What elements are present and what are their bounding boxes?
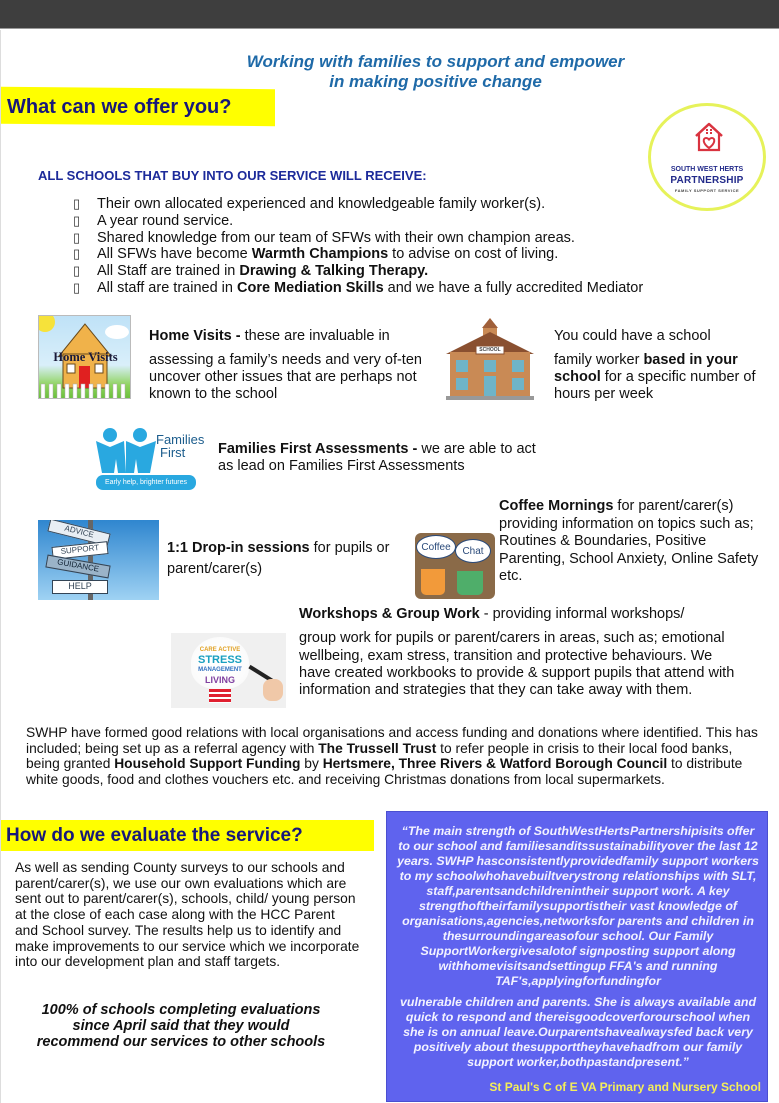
coffee-chat-image <box>415 533 495 599</box>
drop-in-text: 1:1 Drop-in sessions for pupils or parent/carer(s) <box>167 540 390 577</box>
house-heart-icon <box>692 120 726 154</box>
list-item: ▯ Shared knowledge from our team of SFWs with their own champion areas. <box>73 229 575 246</box>
list-item: ▯ Their own allocated experienced and knowledgeable family worker(s). <box>73 196 546 212</box>
evaluate-heading: How do we evaluate the service? <box>6 825 303 846</box>
evaluate-heading-banner <box>1 820 374 851</box>
school-based-text: You could have a school family worker based in your school for a specific number of hours per week <box>554 328 756 402</box>
workshops-text: Workshops & Group Work - providing informal workshops/ group work for pupils or parent/carers in areas, such as; emotional wellbeing, exam stress, transition and protective behaviours. We have created workbooks to provide & support pupils that attend with information and strategies that they can take away with them. <box>299 606 735 699</box>
receive-heading: ALL SCHOOLS THAT BUY INTO OUR SERVICE WILL RECEIVE: <box>38 168 427 183</box>
logo-line-2: PARTNERSHIP <box>670 175 744 186</box>
list-item: ▯ A year round service. <box>73 212 234 229</box>
lightbulb-word-cloud: CARE ACTIVE STRESS MANAGEMENT LIVING <box>191 637 249 689</box>
swhp-logo <box>648 103 766 211</box>
tagline-line-2: in making positive change <box>329 72 542 91</box>
school-sign-label: SCHOOL <box>479 347 501 353</box>
families-people-icon <box>96 427 156 473</box>
evaluate-statistic: 100% of schools completing evaluations since April said that they would recommend our services to other schools <box>36 1002 326 1050</box>
hand-icon <box>263 679 283 701</box>
evaluate-paragraph: As well as sending County surveys to our schools and parent/carer(s), we use our own evaluations which are sent out to parent/carer(s), schools, child/ young person at the close of each case along with the HCC Parent and School survey. The results help us to identify and make improvements to our service which we incorporate into our development plan and staff targets. <box>15 860 360 970</box>
sign-advice: ADVICE <box>47 520 110 546</box>
advice-signpost-image <box>38 520 159 600</box>
home-visits-image-label: Home Visits <box>53 350 118 364</box>
testimonial-source: St Paul's C of E VA Primary and Nursery School <box>489 1080 761 1094</box>
flyer-page <box>0 30 779 1103</box>
school-icon <box>442 318 538 400</box>
stress-management-image <box>171 633 286 708</box>
list-item: ▯ All staff are trained in Core Mediation Skills and we have a fully accredited Mediator <box>73 279 644 296</box>
bullet-marker-icon: ▯ <box>73 246 81 262</box>
chat-bubble: Chat <box>455 539 491 563</box>
bullet-marker-icon: ▯ <box>73 263 81 279</box>
list-item: ▯ All Staff are trained in Drawing & Talking Therapy. <box>73 263 429 280</box>
tagline <box>1 52 779 92</box>
home-visits-image <box>38 315 131 399</box>
orange-mug-icon <box>421 569 445 595</box>
offer-heading: What can we offer you? <box>7 95 232 118</box>
coffee-bubble: Coffee <box>416 535 456 559</box>
families-first-text: Families First Assessments - we are able to act as lead on Families First Assessments <box>218 441 536 474</box>
logo-line-1: SOUTH WEST HERTS <box>670 166 744 173</box>
list-item: ▯ All SFWs have become Warmth Champions to advise on cost of living. <box>73 246 559 263</box>
viewer-toolbar <box>0 0 779 29</box>
swhp-relations-paragraph: SWHP have formed good relations with local organisations and access funding and donations where identified. This has included; being set up as a referral agency with The Trussell Trust to refer people in crisis to their local food banks, being granted Household Support Funding by Hertsmere, Three Rivers & Watford Borough Council to distribute white goods, food and clothes vouchers etc. and receiving Christmas donations from local supermarkets. <box>26 725 758 787</box>
testimonial-box <box>386 811 768 1102</box>
bullet-marker-icon: ▯ <box>73 212 81 228</box>
logo-line-3: FAMILY SUPPORT SERVICE <box>674 188 740 193</box>
sign-help: HELP <box>52 580 108 594</box>
home-visits-text: Home Visits - these are invaluable in assessing a family’s needs and very of-ten uncover other issues that are perhaps not known to the school <box>149 328 422 402</box>
coffee-mornings-text: Coffee Mornings for parent/carer(s) providing information on topics such as; Routines & Boundaries, Positive Parenting, School Anxiety, Online Safety etc. <box>499 498 759 584</box>
testimonial-quote: “The main strength of SouthWestHertsPartnershipisits offer to our school and familiesanditssustainabilityover the last 12 years. SWHP hasconsistentlyprovidedfamily support workers to my schoolwhohavebuiltverystrong relationships with SLT, staff,parentsandchildrenintheir support work. A key strengthoftheirfamilysupportistheir vast knowledge of organisations,agencies,networksfor parents and children in thesurroundingareasofour school. Our Family SupportWorkergivesalotof signposting support along withhomevisitsandsettingup FFA's and running TAF's,applyingforfundingfor vulnerable children and parents. She is always available and quick to respond and thereisgoodcoverforourschool when she is on annual leave.Ourparentshavealwaysfed back very positively about thesupporttheyhavehadfrom our family support worker,bothpastandpresent.” <box>397 824 759 1069</box>
bullet-marker-icon: ▯ <box>73 196 81 211</box>
benefits-list <box>73 196 643 297</box>
school-building-image <box>442 318 538 400</box>
families-first-tagline: Early help, brighter futures <box>96 475 196 490</box>
families-first-logo <box>96 427 216 491</box>
tagline-line-1: Working with families to support and empower <box>246 52 625 71</box>
families-first-wordmark: Families First <box>156 432 205 460</box>
sign-support: SUPPORT <box>51 541 108 560</box>
bullet-marker-icon: ▯ <box>73 229 81 245</box>
bullet-marker-icon: ▯ <box>73 279 81 295</box>
green-mug-icon <box>457 571 483 595</box>
lightbulb-base-icon <box>209 689 231 703</box>
sign-guidance: GUIDANCE <box>45 555 110 579</box>
offer-heading-banner <box>1 87 275 126</box>
